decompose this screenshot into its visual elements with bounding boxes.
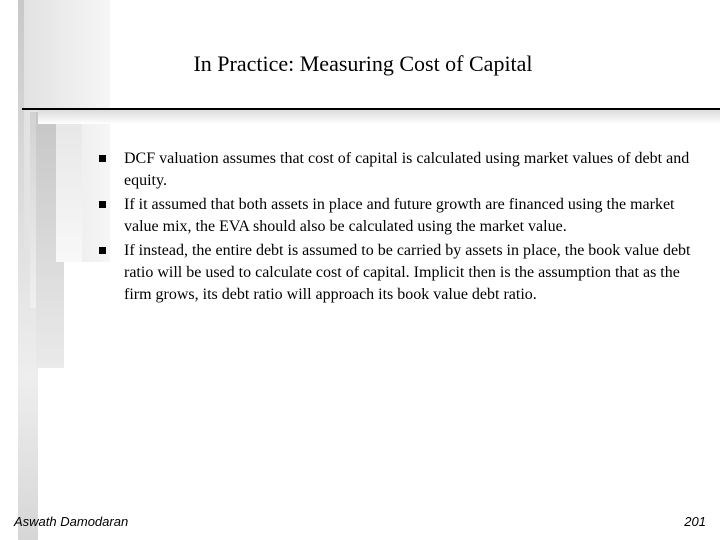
bullet-text: If instead, the entire debt is assumed to be carried by assets in place, the book value debt ratio will be used to calculate cost of capital. Implicit then is the assumption that as the firm grows, its debt ratio will approach its book value debt ratio. (124, 242, 691, 303)
square-bullet-icon (99, 247, 106, 254)
slide-title: In Practice: Measuring Cost of Capital (193, 51, 533, 76)
page-number: 201 (684, 514, 706, 529)
title-divider-rule (22, 108, 720, 110)
footer-author: Aswath Damodaran (14, 514, 129, 529)
bullet-item (98, 194, 698, 238)
bullet-text: If it assumed that both assets in place and future growth are financed using the market value mix, the EVA should also be calculated using the market value. (124, 196, 675, 235)
decor-bar-horizontal (38, 110, 720, 124)
square-bullet-icon (99, 155, 106, 162)
bullet-item (98, 148, 698, 192)
decor-bar-left-light (56, 112, 82, 262)
bullet-text: DCF valuation assumes that cost of capital is calculated using market values of debt and equity. (124, 150, 690, 189)
bullet-item (98, 240, 698, 306)
bullet-list (98, 148, 698, 308)
square-bullet-icon (99, 201, 106, 208)
